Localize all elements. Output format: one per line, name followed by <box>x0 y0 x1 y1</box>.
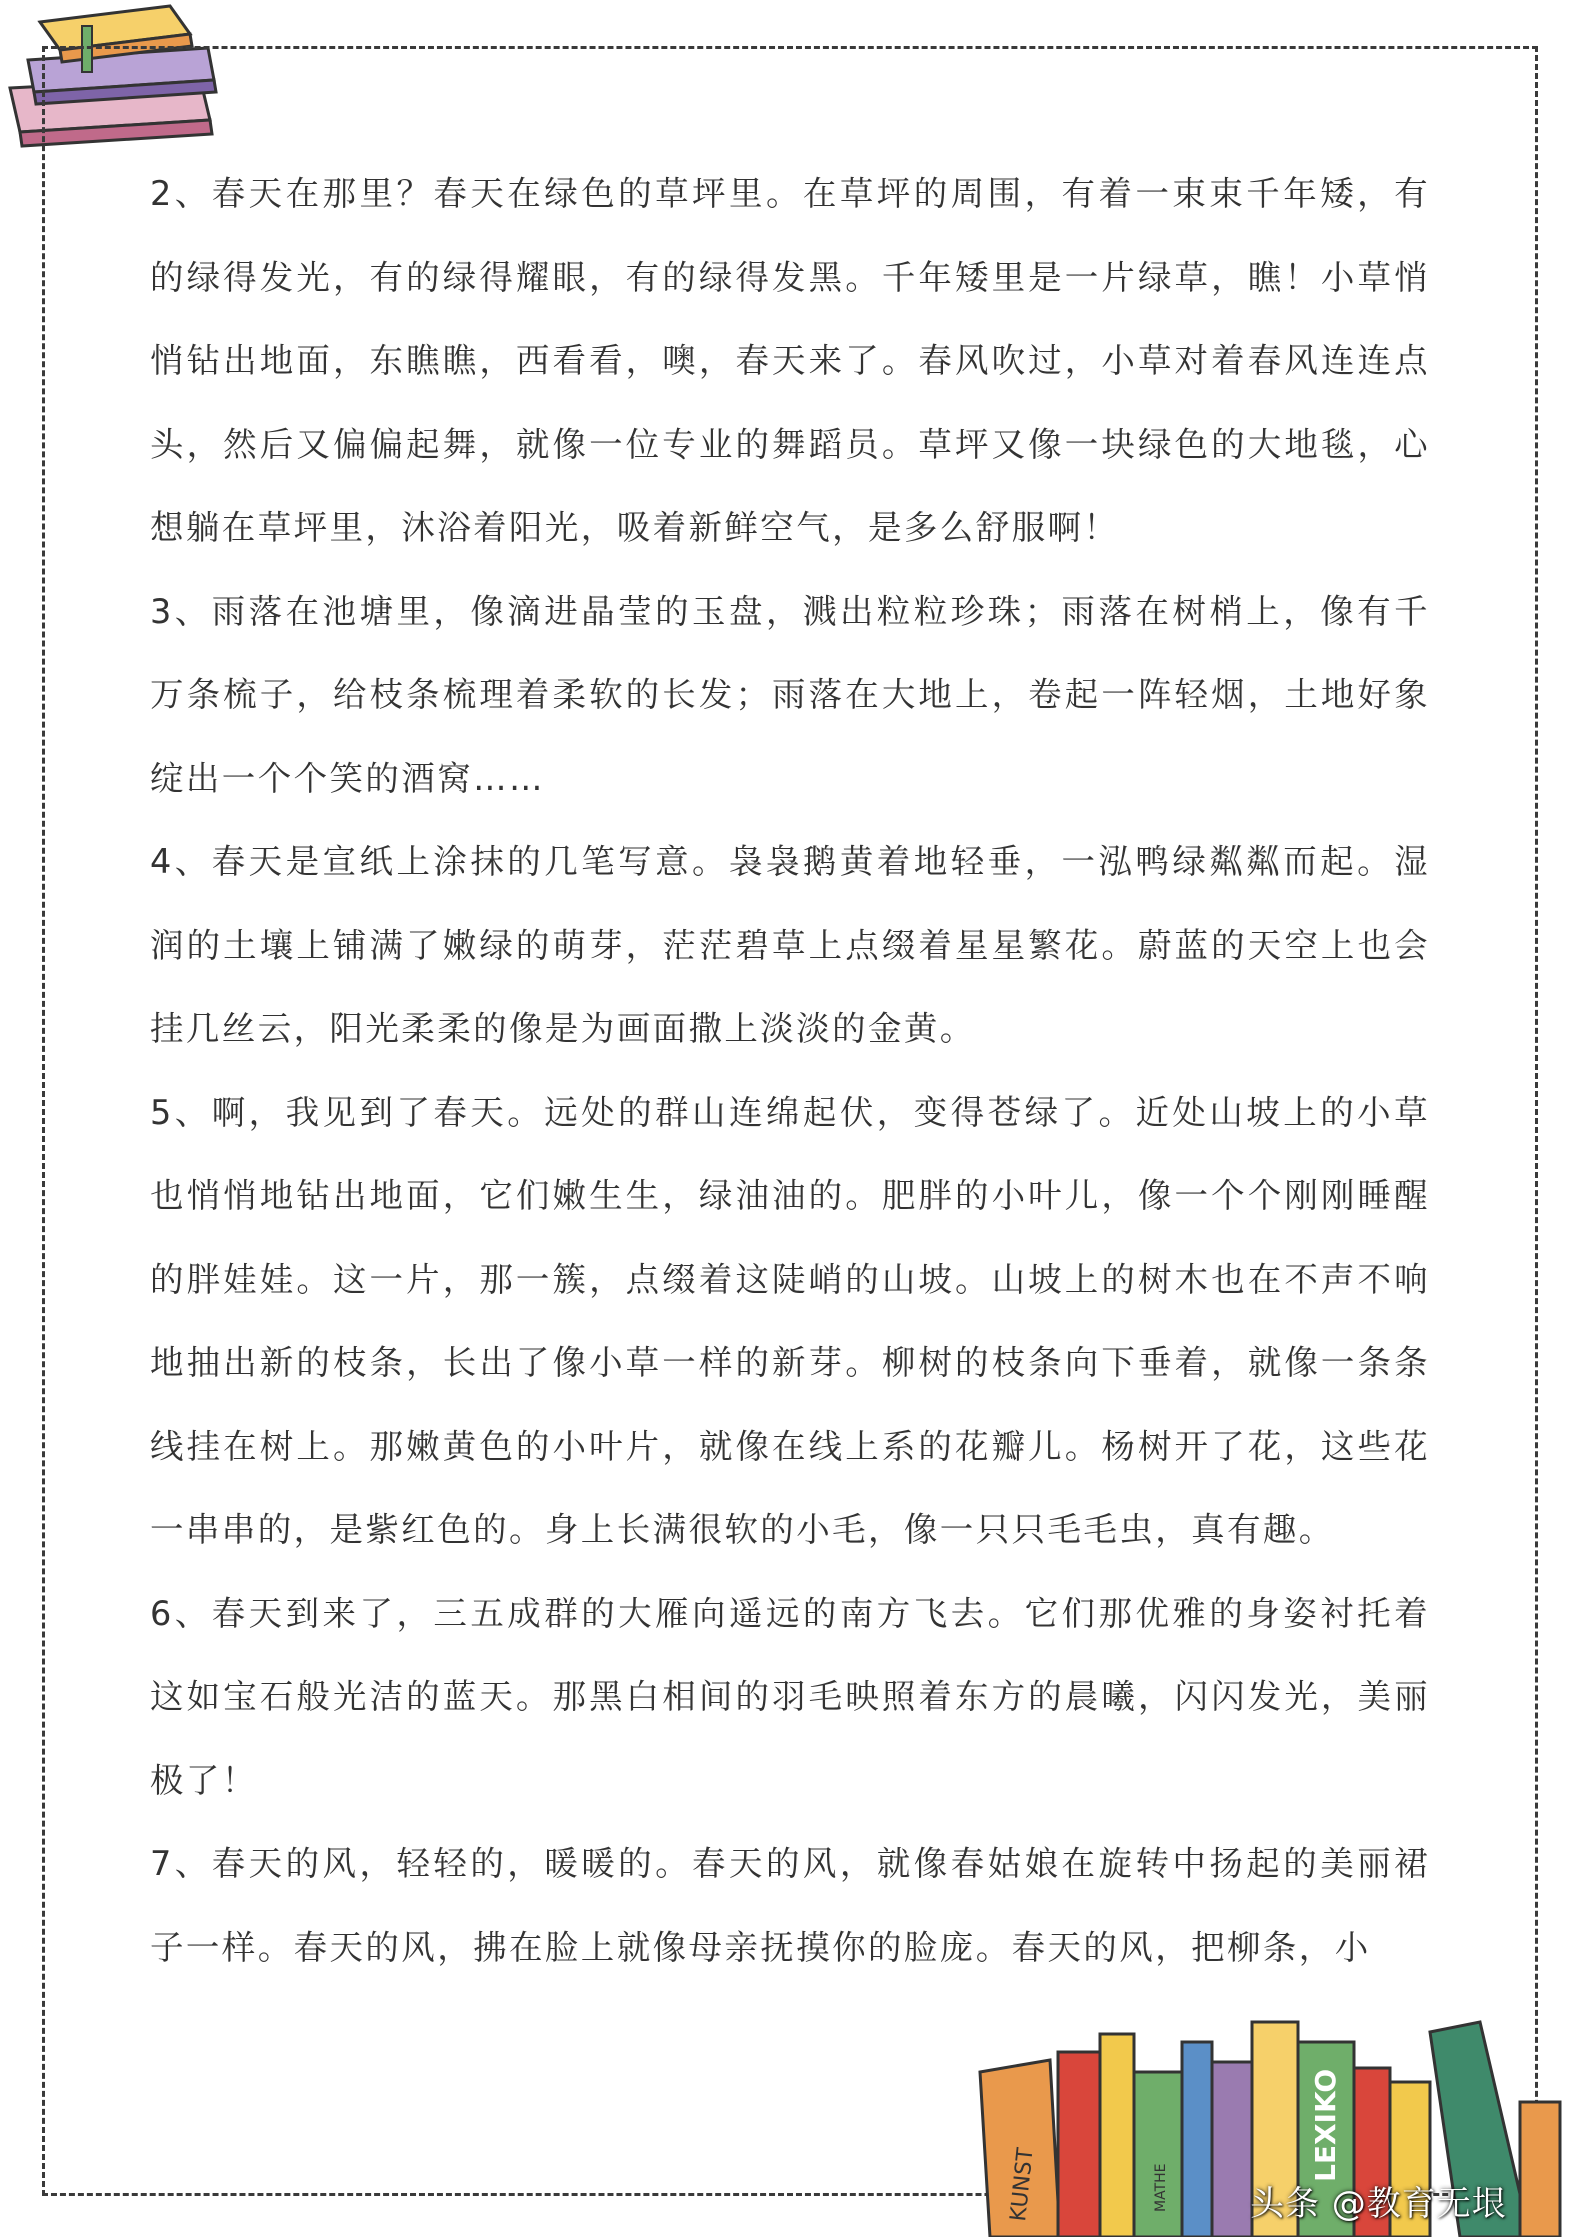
paragraph-4: 4、春天是宣纸上涂抹的几笔写意。袅袅鹅黄着地轻垂，一泓鸭绿粼粼而起。湿润的土壤上铺满了嫩绿的萌芽，茫茫碧草上点缀着星星繁花。蔚蓝的天空上也会挂几丝云，阳光柔柔的像是为画面撒上淡淡的金黄。 <box>150 842 1430 1048</box>
book-spine-lexiko: LEXIKO <box>1309 2068 1342 2182</box>
paragraph-7: 7、春天的风，轻轻的，暖暖的。春天的风，就像春姑娘在旋转中扬起的美丽裙子一样。春天的风，拂在脸上就像母亲抚摸你的脸庞。春天的风，把柳条，小 <box>150 1844 1430 1967</box>
paragraph-2: 2、春天在那里？春天在绿色的草坪里。在草坪的周围，有着一束束千年矮，有的绿得发光，有的绿得耀眼，有的绿得发黑。千年矮里是一片绿草，瞧！小草悄悄钻出地面，东瞧瞧，西看看，噢，春天来了。春风吹过，小草对着春风连连点头，然后又偏偏起舞，就像一位专业的舞蹈员。草坪又像一块绿色的大地毯，心想躺在草坪里，沐浴着阳光，吸着新鲜空气，是多么舒服啊！ <box>150 174 1430 547</box>
book-spine-mathe: MATHE <box>1153 2163 1169 2212</box>
article-body <box>150 152 1430 1989</box>
watermark: 头条 @教育无垠 <box>1250 2184 1507 2224</box>
book-spine-kunst: KUNST <box>1006 2146 1039 2223</box>
paragraph-6: 6、春天到来了，三五成群的大雁向遥远的南方飞去。它们那优雅的身姿衬托着这如宝石般光洁的蓝天。那黑白相间的羽毛映照着东方的晨曦，闪闪发光，美丽极了！ <box>150 1593 1430 1800</box>
paragraph-3: 3、雨落在池塘里，像滴进晶莹的玉盘，溅出粒粒珍珠；雨落在树梢上，像有千万条梳子，给枝条梳理着柔软的长发；雨落在大地上，卷起一阵轻烟，土地好象绽出一个个笑的酒窝…… <box>150 591 1430 798</box>
paragraph-5: 5、啊，我见到了春天。远处的群山连绵起伏，变得苍绿了。近处山坡上的小草也悄悄地钻出地面，它们嫩生生，绿油油的。肥胖的小叶儿，像一个个刚刚睡醒的胖娃娃。这一片，那一簇，点缀着这陡峭的山坡。山坡上的树木也在不声不响地抽出新的枝条，长出了像小草一样的新芽。柳树的枝条向下垂着，就像一条条线挂在树上。那嫩黄色的小叶片，就像在线上系的花瓣儿。杨树开了花，这些花一串串的，是紫红色的。身上长满很软的小毛，像一只只毛毛虫，真有趣。 <box>150 1092 1430 1549</box>
